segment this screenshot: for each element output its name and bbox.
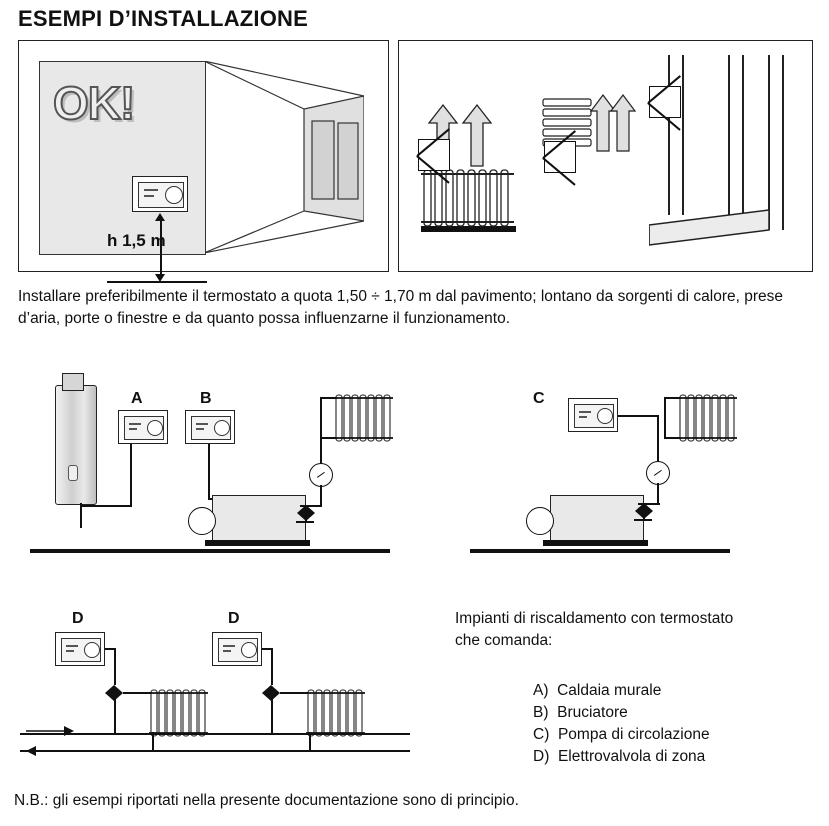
legend-item: C) Pompa di circolazione bbox=[533, 726, 710, 743]
installation-instructions-text: Installare preferibilmente il termostato a quota 1,50 ÷ 1,70 m dal pavimento; lontano da sorgenti di calore, prese d’aria, porte o finestre e da quanto possa influenzarne il funzionamento. bbox=[18, 288, 783, 327]
radiator-icon bbox=[333, 389, 395, 447]
diagram-c bbox=[440, 365, 770, 565]
legend-intro bbox=[455, 608, 795, 652]
burner-circle bbox=[188, 507, 216, 535]
floor-line bbox=[30, 549, 390, 553]
forbidden-x-icon bbox=[418, 139, 450, 171]
heat-source-icon bbox=[539, 81, 659, 191]
note-text: N.B.: gli esempi riportati nella presente documentazione sono di principio. bbox=[14, 792, 519, 809]
boiler-body-icon bbox=[550, 495, 644, 542]
boiler-panel bbox=[68, 465, 78, 481]
pump-icon bbox=[309, 463, 333, 487]
thermostat-d1-icon bbox=[55, 632, 105, 666]
diagram-d bbox=[0, 600, 420, 780]
thermostat-d2-icon bbox=[212, 632, 262, 666]
dimension-arrow-up bbox=[155, 213, 165, 221]
illustration-panel-right bbox=[398, 40, 813, 272]
illustration-panel-left bbox=[18, 40, 389, 272]
window-icon bbox=[649, 55, 799, 255]
legend-item: A) Caldaia murale bbox=[533, 682, 662, 699]
thermostat-a-icon bbox=[118, 410, 168, 444]
height-label: h 1,5 m bbox=[107, 231, 166, 250]
label-c: C bbox=[533, 390, 545, 407]
boiler-flue bbox=[62, 373, 84, 391]
legend-item: D) Elettrovalvola di zona bbox=[533, 748, 706, 765]
boiler-icon bbox=[55, 385, 97, 505]
label-a: A bbox=[131, 390, 143, 407]
page-title: ESEMPI D’INSTALLAZIONE bbox=[18, 6, 309, 31]
thermostat-b-icon bbox=[185, 410, 235, 444]
forbidden-x-icon bbox=[649, 86, 681, 118]
thermostat-icon bbox=[132, 176, 188, 212]
legend-item: B) Bruciatore bbox=[533, 704, 628, 721]
radiator-icon bbox=[419, 166, 524, 231]
burner-icon bbox=[212, 495, 306, 542]
legend-list bbox=[533, 680, 829, 768]
diagram-a-b bbox=[0, 365, 400, 565]
legend-intro-line-1: Impianti di riscaldamento con termostato bbox=[455, 610, 734, 627]
room-perspective-drawing bbox=[204, 61, 364, 253]
forbidden-x-icon bbox=[544, 141, 576, 173]
burner-circle bbox=[526, 507, 554, 535]
floor-line bbox=[107, 281, 207, 283]
ok-label: OK! bbox=[53, 77, 135, 129]
legend-intro-line-2: che comanda: bbox=[455, 632, 553, 649]
floor-line bbox=[470, 549, 730, 553]
flow-direction-arrows bbox=[22, 724, 78, 762]
pump-icon bbox=[646, 461, 670, 485]
label-d-1: D bbox=[72, 610, 84, 627]
radiator-icon bbox=[677, 389, 739, 447]
thermostat-c-icon bbox=[568, 398, 618, 432]
label-d-2: D bbox=[228, 610, 240, 627]
label-b: B bbox=[200, 390, 212, 407]
